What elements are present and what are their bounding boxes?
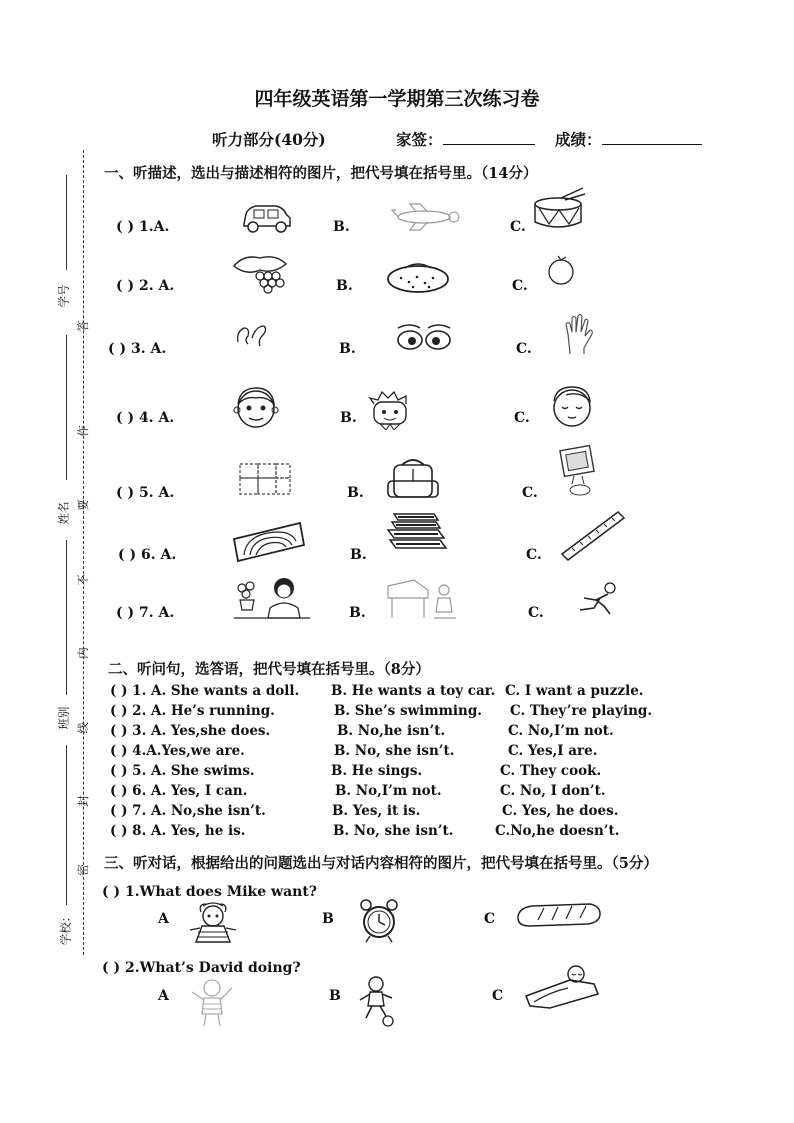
s2-q3-c: C. No,I’m not.	[508, 723, 614, 739]
q1-label: ( ) 1.A.	[116, 219, 170, 235]
ears-icon	[232, 322, 270, 350]
computer-icon	[556, 444, 600, 498]
s2-q2-b: B. She’s swimming.	[334, 703, 482, 719]
doll-icon	[184, 900, 242, 946]
q2-b-label: B.	[336, 278, 353, 294]
q6-c-label: C.	[526, 547, 542, 563]
seal-char: 要	[75, 499, 90, 511]
s2-q5-c: C. They cook.	[500, 763, 602, 779]
s2-q2-a: ( ) 2. A. He’s running.	[110, 703, 275, 719]
boy-face-icon	[230, 384, 282, 430]
q2-label: ( ) 2. A.	[116, 278, 175, 294]
s3-q1-b-label: B	[322, 911, 334, 927]
boy-dancing-icon	[184, 976, 240, 1028]
q3-label: ( ) 3. A.	[108, 341, 167, 357]
name-line	[66, 335, 67, 480]
boy-sleeping-icon	[520, 962, 602, 1010]
s2-q4-b: B. No, she isn’t.	[334, 743, 455, 759]
school-label: 学校：	[58, 910, 73, 946]
listening-part-label: 听力部分(40分)	[212, 130, 326, 149]
s2-q8-a: ( ) 8. A. Yes, he is.	[110, 823, 246, 839]
s3-q1-c-label: C	[484, 911, 496, 927]
s2-q8-c: C.No,he doesn’t.	[495, 823, 620, 839]
s3-q1-question: ( ) 1.What does Mike want?	[102, 884, 317, 900]
drum-icon	[531, 186, 587, 232]
q4-label: ( ) 4. A.	[116, 410, 175, 426]
q6-b-label: B.	[350, 547, 367, 563]
q4-c-label: C.	[514, 410, 530, 426]
s2-q4-a: ( ) 4.A.Yes,we are.	[110, 743, 245, 759]
s3-q2-question: ( ) 2.What’s David doing?	[102, 960, 301, 976]
s2-q5-a: ( ) 5. A. She swims.	[110, 763, 255, 779]
boy-head-icon	[366, 390, 414, 430]
seal-char: 密	[75, 864, 90, 876]
s3-q2-a-label: A	[158, 988, 169, 1004]
page-title: 四年级英语第一学期第三次练习卷	[254, 88, 540, 110]
eyes-icon	[394, 322, 454, 354]
q7-c-label: C.	[528, 605, 544, 621]
parent-sign-blank[interactable]	[443, 130, 535, 145]
car-icon	[238, 198, 296, 236]
s2-q4-c: C. Yes,I are.	[508, 743, 598, 759]
s2-q6-a: ( ) 6. A. Yes, I can.	[110, 783, 248, 799]
skating-icon	[574, 580, 624, 618]
s2-q1-b: B. He wants a toy car.	[331, 683, 496, 699]
s2-q7-c: C. Yes, he does.	[502, 803, 619, 819]
s2-q1-c: C. I want a puzzle.	[505, 683, 644, 699]
q7-b-label: B.	[349, 605, 366, 621]
s2-q3-a: ( ) 3. A. Yes,she does.	[110, 723, 271, 739]
sleepy-face-icon	[546, 383, 598, 429]
s2-q1-a: ( ) 1. A. She wants a doll.	[110, 683, 300, 699]
s2-q2-c: C. They’re playing.	[510, 703, 653, 719]
q5-c-label: C.	[522, 485, 538, 501]
s2-q3-b: B. No,he isn’t.	[337, 723, 446, 739]
puzzle-icon	[236, 460, 294, 500]
s2-q7-a: ( ) 7. A. No,she isn’t.	[110, 803, 266, 819]
s3-q1-a-label: A	[158, 911, 169, 927]
s2-q8-b: B. No, she isn’t.	[333, 823, 454, 839]
student-id-label: 学号	[56, 284, 71, 308]
q3-c-label: C.	[516, 341, 532, 357]
class-label: 班别	[56, 706, 71, 730]
watermelon-icon	[385, 260, 453, 294]
piano-icon	[384, 576, 464, 622]
q3-b-label: B.	[339, 341, 356, 357]
student-id-line	[66, 175, 67, 270]
parent-sign-field[interactable]	[396, 128, 535, 150]
seal-char: 作	[75, 425, 90, 437]
seal-char: 封	[75, 795, 90, 807]
score-field[interactable]	[555, 128, 702, 150]
parent-sign-label: 家签：	[396, 130, 443, 149]
girl-drawing-icon	[228, 574, 312, 622]
seal-dashed-line	[83, 150, 84, 955]
airplane-icon	[388, 202, 464, 232]
q5-label: ( ) 5. A.	[116, 485, 175, 501]
s2-q5-b: B. He sings.	[331, 763, 423, 779]
class-line	[66, 540, 67, 695]
q6-label: ( ) 6. A.	[118, 547, 177, 563]
score-blank[interactable]	[602, 130, 702, 145]
q7-label: ( ) 7. A.	[116, 605, 175, 621]
q5-b-label: B.	[347, 485, 364, 501]
s3-q2-b-label: B	[329, 988, 341, 1004]
grapes-icon	[230, 252, 292, 294]
q4-b-label: B.	[340, 410, 357, 426]
section2-heading: 二、听问句，选答语，把代号填在括号里。（8分）	[108, 661, 430, 678]
seal-char: 答	[75, 320, 90, 332]
q1-b-label: B.	[333, 219, 350, 235]
s2-q6-b: B. No,I’m not.	[335, 783, 442, 799]
ruler-icon	[558, 508, 628, 564]
q1-c-label: C.	[510, 219, 526, 235]
seal-char: 不	[75, 574, 90, 586]
section3-heading: 三、听对话，根据给出的问题选出与对话内容相符的图片，把代号填在括号里。（5分）	[104, 855, 658, 872]
seal-char: 线	[75, 722, 90, 734]
score-label: 成绩：	[555, 130, 602, 149]
boy-football-icon	[356, 974, 398, 1028]
hand-icon	[562, 312, 596, 356]
s2-q7-b: B. Yes, it is.	[332, 803, 421, 819]
schoolbag-icon	[384, 455, 442, 501]
seal-char: 内	[75, 647, 90, 659]
bread-icon	[514, 900, 604, 930]
orange-icon	[544, 254, 578, 286]
s2-q6-c: C. No, I don’t.	[500, 783, 606, 799]
s3-q2-c-label: C	[492, 988, 504, 1004]
section1-heading: 一、听描述，选出与描述相符的图片，把代号填在括号里。（14分）	[104, 165, 538, 182]
school-line	[66, 745, 67, 905]
alarm-clock-icon	[356, 896, 402, 944]
pencil-box-icon	[230, 519, 308, 565]
q2-c-label: C.	[512, 278, 528, 294]
books-icon	[384, 510, 448, 556]
name-label: 姓名	[56, 501, 71, 525]
